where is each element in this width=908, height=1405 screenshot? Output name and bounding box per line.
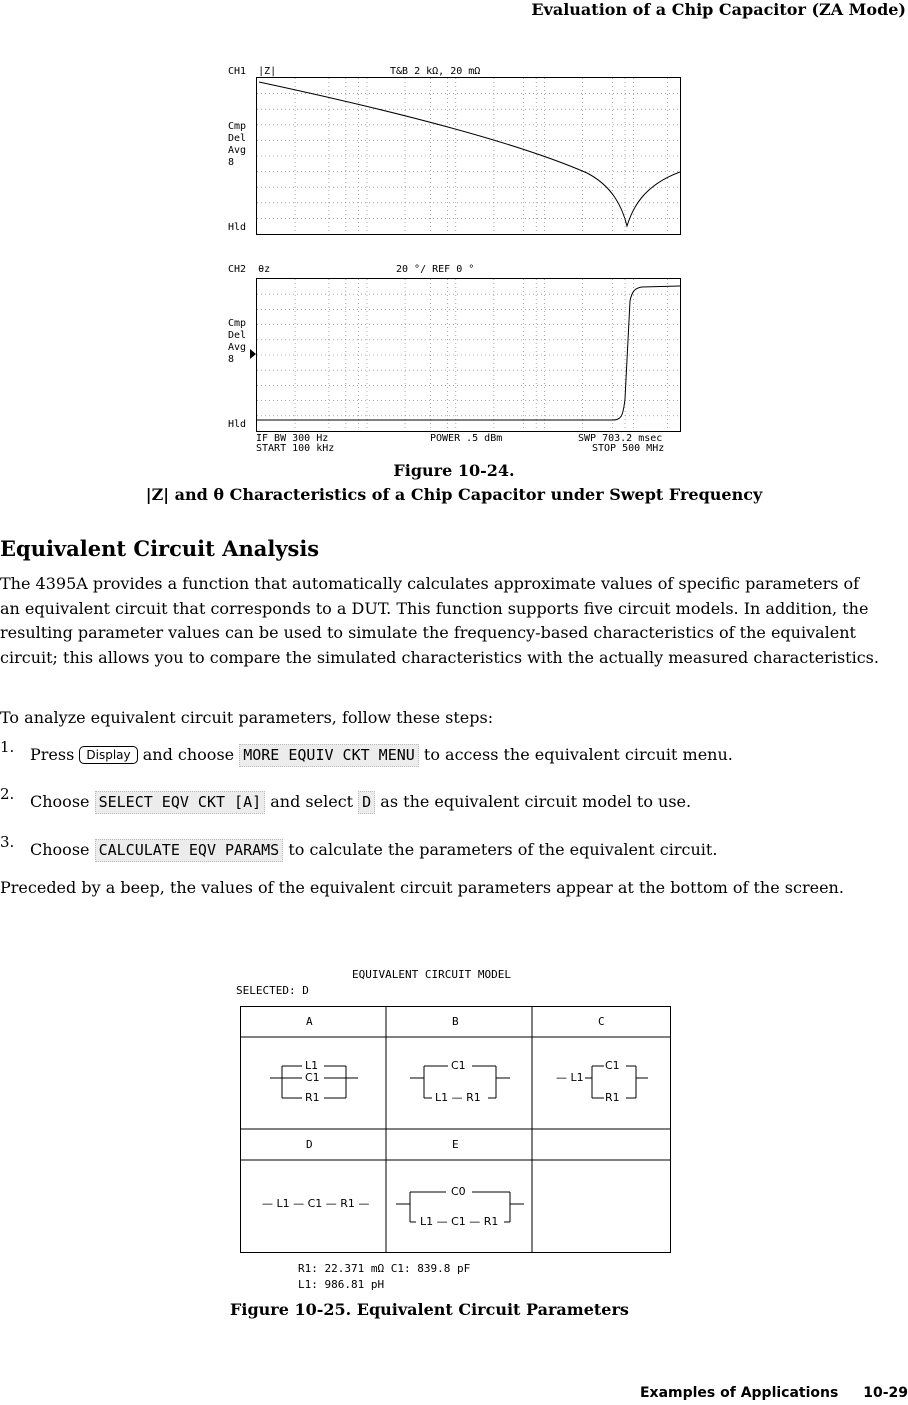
display-key: Display bbox=[79, 746, 137, 764]
ch2-header bbox=[228, 264, 270, 275]
figure-10-24-number: Figure 10-24. bbox=[393, 461, 515, 480]
step-number: 3. bbox=[0, 833, 15, 851]
step-text: and choose bbox=[142, 745, 235, 764]
ch1-side-label: Avg bbox=[228, 145, 247, 156]
sweep-time: SWP 703.2 msec bbox=[578, 433, 663, 444]
result-paragraph: Preceded by a beep, the values of the equivalent circuit parameters appear at the bottom of the screen. bbox=[0, 878, 844, 897]
section-heading: Equivalent Circuit Analysis bbox=[0, 536, 320, 561]
circuit-d-line: — L1 — C1 — R1 — bbox=[262, 1197, 370, 1210]
start-frequency: START 100 kHz bbox=[256, 443, 335, 454]
ch2-phase-trace bbox=[257, 286, 680, 420]
model-label-b: B bbox=[452, 1015, 459, 1028]
ch2-side-label: Cmp bbox=[228, 318, 247, 329]
calculate-eqv-params-softkey: CALCULATE EQV PARAMS bbox=[95, 839, 284, 862]
ch1-side-label: Cmp bbox=[228, 121, 247, 132]
circuit-c-left: — L1 bbox=[556, 1071, 584, 1084]
step-text: as the equivalent circuit model to use. bbox=[380, 792, 692, 811]
model-d-softkey: D bbox=[358, 791, 375, 814]
circuit-e-top: C0 bbox=[451, 1185, 466, 1198]
figure-10-25 bbox=[0, 960, 908, 1330]
result-line-2: L1: 986.81 pH bbox=[298, 1278, 385, 1291]
circuit-a-top: L1 bbox=[305, 1059, 319, 1072]
source-power: POWER .5 dBm bbox=[430, 433, 503, 444]
ch2-plot bbox=[256, 278, 681, 432]
equivalent-circuit-title: EQUIVALENT CIRCUIT MODEL bbox=[352, 968, 511, 981]
select-eqv-ckt-softkey: SELECT EQV CKT [A] bbox=[95, 791, 266, 814]
circuit-a-mid: C1 bbox=[305, 1071, 320, 1084]
ch2-side-label: 8 bbox=[228, 354, 235, 365]
ch1-hold-label: Hld bbox=[228, 222, 247, 233]
page-header-title: Evaluation of a Chip Capacitor (ZA Mode) bbox=[531, 0, 906, 19]
circuit-e-bot: L1 — C1 — R1 bbox=[420, 1215, 499, 1228]
circuit-c-left-label: L1 bbox=[570, 1071, 584, 1084]
circuit-c-top: C1 bbox=[605, 1059, 620, 1072]
step-text: Choose bbox=[30, 792, 90, 811]
ch1-label: CH1 bbox=[228, 66, 247, 77]
ch1-trace-svg bbox=[257, 78, 680, 234]
ch1-side-label: 8 bbox=[228, 157, 235, 168]
if-bandwidth: IF BW 300 Hz bbox=[256, 433, 329, 444]
selected-model: SELECTED: D bbox=[236, 984, 309, 997]
steps-intro: To analyze equivalent circuit parameters, follow these steps: bbox=[0, 708, 494, 727]
ch1-plot bbox=[256, 77, 681, 235]
ch2-label: CH2 bbox=[228, 264, 247, 275]
page-footer bbox=[640, 1385, 908, 1401]
step-text: and select bbox=[270, 792, 354, 811]
ch1-scale: T&B 2 kΩ, 20 mΩ bbox=[390, 66, 481, 77]
circuit-b-top: C1 bbox=[451, 1059, 466, 1072]
ch1-header bbox=[228, 66, 276, 77]
more-equiv-ckt-menu-softkey: MORE EQUIV CKT MENU bbox=[239, 744, 419, 767]
step-number: 2. bbox=[0, 785, 15, 803]
ch1-side-label: Del bbox=[228, 133, 247, 144]
stop-frequency: STOP 500 MHz bbox=[592, 443, 665, 454]
ch2-hold-label: Hld bbox=[228, 419, 247, 430]
ch2-side-labels bbox=[228, 318, 246, 366]
step-text: Press bbox=[30, 745, 75, 764]
ch1-param: |Z| bbox=[258, 66, 277, 77]
result-line-1: R1: 22.371 mΩ C1: 839.8 pF bbox=[298, 1262, 471, 1275]
ch2-side-label: Del bbox=[228, 330, 247, 341]
figure-10-24-caption: |Z| and θ Characteristics of a Chip Capacitor under Swept Frequency bbox=[145, 485, 763, 504]
footer-page-number: 10-29 bbox=[863, 1385, 908, 1401]
model-label-e: E bbox=[452, 1138, 459, 1151]
model-label-c: C bbox=[598, 1015, 605, 1028]
step-text: Choose bbox=[30, 840, 90, 859]
ch2-scale: 20 °/ REF 0 ° bbox=[396, 264, 475, 275]
model-label-a: A bbox=[306, 1015, 313, 1028]
circuit-b-bot: L1 — R1 bbox=[435, 1091, 481, 1104]
figure-10-24 bbox=[0, 0, 908, 510]
step-number: 1. bbox=[0, 738, 15, 756]
step-text: to access the equivalent circuit menu. bbox=[423, 745, 733, 764]
circuit-a-bot: R1 bbox=[305, 1091, 320, 1104]
ch2-side-label: Avg bbox=[228, 342, 247, 353]
figure-10-25-caption: Figure 10-25. Equivalent Circuit Parameters bbox=[230, 1300, 629, 1319]
ch1-side-labels bbox=[228, 121, 246, 169]
ch2-trace-svg bbox=[257, 279, 680, 431]
ch2-param: θz bbox=[258, 264, 271, 275]
step-text: to calculate the parameters of the equivalent circuit. bbox=[288, 840, 718, 859]
model-label-d: D bbox=[306, 1138, 313, 1151]
footer-section: Examples of Applications bbox=[639, 1385, 839, 1401]
ch1-impedance-trace bbox=[259, 82, 680, 226]
intro-paragraph: The 4395A provides a function that automatically calculates approximate values of specific parameters of an equivalent circuit that corresponds to a DUT. This function supports five circuit models. In addition, the resulting parameter values can be used to simulate the frequency-based characteristics of the equivalent circuit; this allows you to compare the simulated characteristics with the actually measured characteristics. bbox=[0, 574, 879, 667]
circuit-c-bot: R1 bbox=[605, 1091, 620, 1104]
